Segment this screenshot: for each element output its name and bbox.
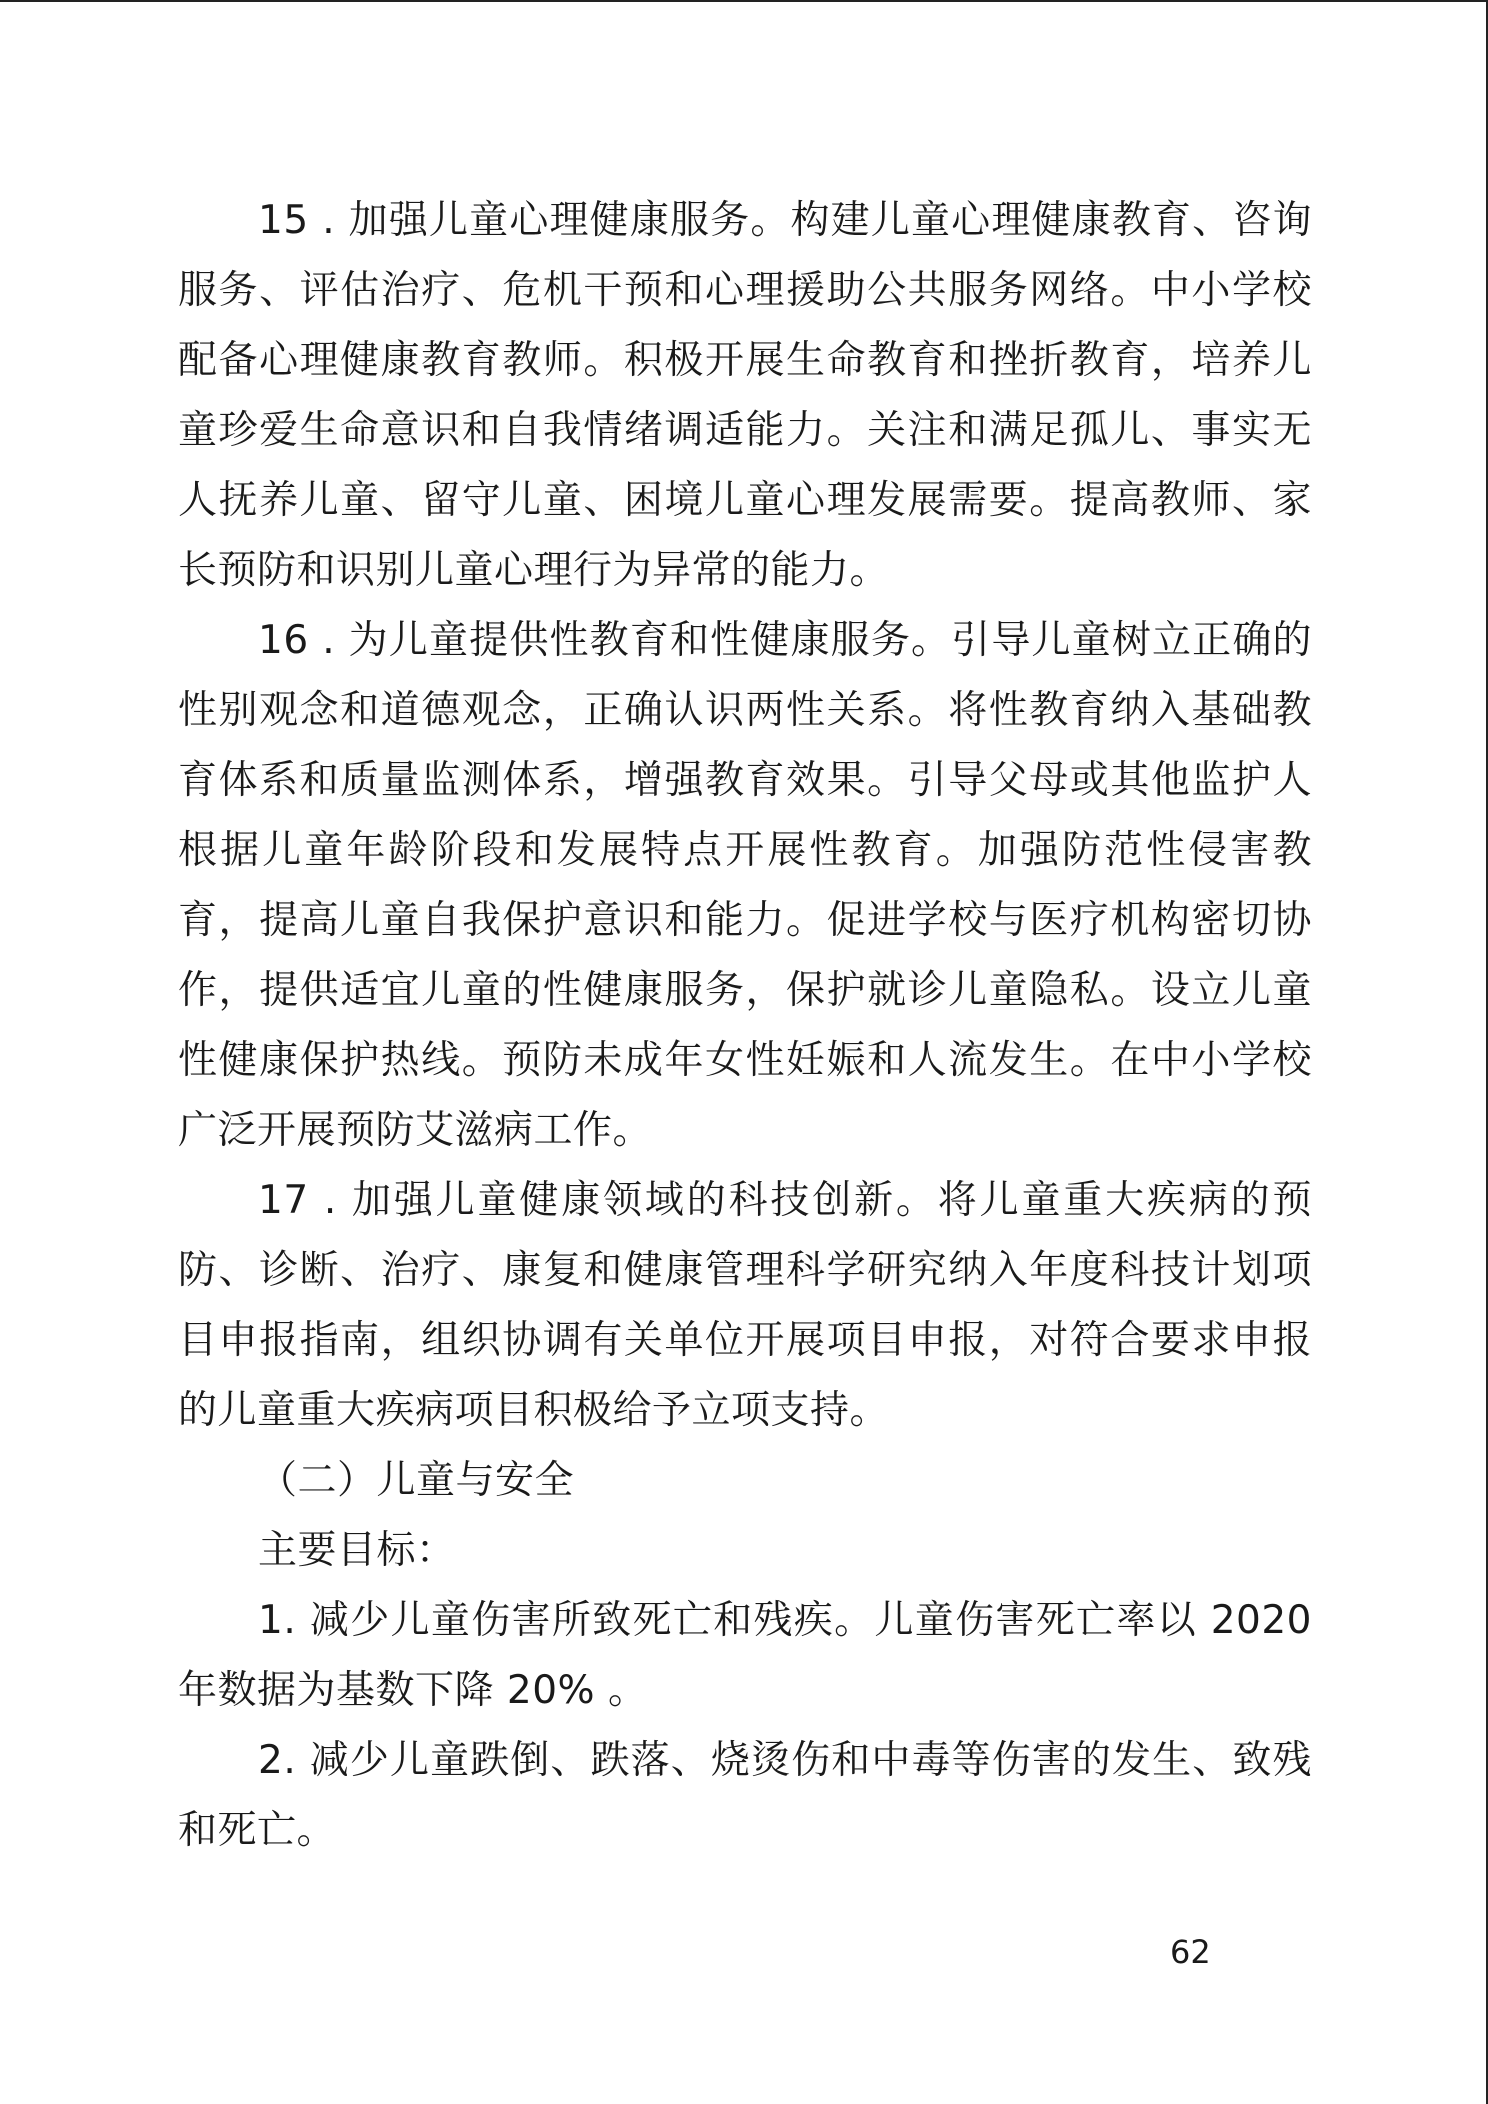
section-heading-child-safety: （二）儿童与安全 bbox=[258, 1458, 575, 1503]
top-border bbox=[0, 0, 1488, 2]
goal-item-2: 2. 减少儿童跌倒、跌落、烧烫伤和中毒等伤害的发生、致残和死亡。 bbox=[178, 1738, 1312, 1853]
paragraph-item-16: 16 . 为儿童提供性教育和性健康服务。引导儿童树立正确的性别观念和道德观念，正确认识两性关系。将性教育纳入基础教育体系和质量监测体系，增强教育效果。引导父母或其他监护人根据儿童年龄阶段和发展特点开展性教育。加强防范性侵害教育，提高儿童自我保护意识和能力。促进学校与医疗机构密切协作，提供适宜儿童的性健康服务，保护就诊儿童隐私。设立儿童性健康保护热线。预防未成年女性妊娠和人流发生。在中小学校广泛开展预防艾滋病工作。 bbox=[178, 618, 1312, 1153]
main-goals-label: 主要目标： bbox=[258, 1528, 456, 1573]
paragraph-item-17: 17 . 加强儿童健康领域的科技创新。将儿童重大疾病的预防、诊断、治疗、康复和健康管理科学研究纳入年度科技计划项目申报指南，组织协调有关单位开展项目申报，对符合要求申报的儿童重大疾病项目积极给予立项支持。 bbox=[178, 1178, 1312, 1433]
paragraph-item-15: 15 . 加强儿童心理健康服务。构建儿童心理健康教育、咨询服务、评估治疗、危机干预和心理援助公共服务网络。中小学校配备心理健康教育教师。积极开展生命教育和挫折教育，培养儿童珍爱生命意识和自我情绪调适能力。关注和满足孤儿、事实无人抚养儿童、留守儿童、困境儿童心理发展需要。提高教师、家长预防和识别儿童心理行为异常的能力。 bbox=[178, 198, 1312, 593]
page-number: 62 bbox=[1170, 1933, 1211, 1971]
goal-item-1: 1. 减少儿童伤害所致死亡和残疾。儿童伤害死亡率以 2020 年数据为基数下降 20% 。 bbox=[178, 1598, 1312, 1713]
page-body bbox=[178, 186, 1312, 1866]
